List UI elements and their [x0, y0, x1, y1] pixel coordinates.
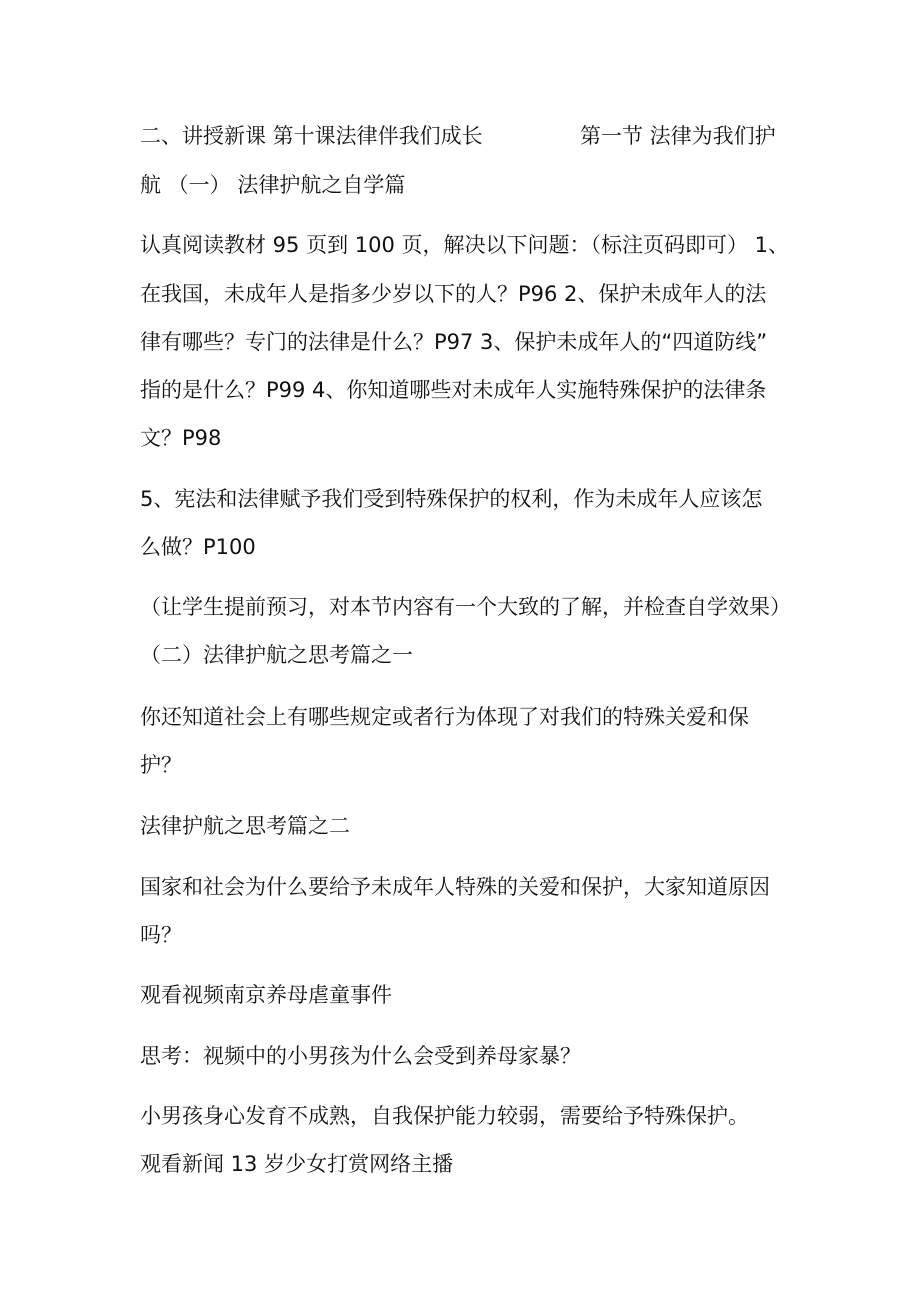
self-study-heading: 航 （一） 法律护航之自学篇: [140, 173, 406, 197]
paragraph-line: 护？: [140, 753, 182, 777]
paragraph-line: 吗？: [140, 923, 182, 947]
thinking-heading-1: （二）法律护航之思考篇之一: [140, 643, 413, 667]
paragraph-line: 思考：视频中的小男孩为什么会受到养母家暴？: [140, 1044, 581, 1068]
paragraph-line: 观看新闻 13 岁少女打赏网络主播: [140, 1152, 454, 1176]
paragraph-line: 指的是什么？P99 4、你知道哪些对未成年人实施特殊保护的法律条: [140, 378, 767, 402]
paragraph-line: 你还知道社会上有哪些规定或者行为体现了对我们的特殊关爱和保: [140, 705, 749, 729]
paragraph-line: 观看视频南京养母虐童事件: [140, 983, 392, 1007]
paragraph-line: 在我国，未成年人是指多少岁以下的人？P96 2、保护未成年人的法: [140, 282, 767, 306]
note-line: （让学生提前预习，对本节内容有一个大致的了解，并检查自学效果）: [140, 595, 791, 619]
paragraph-line: 小男孩身心发育不成熟，自我保护能力较弱，需要给予特殊保护。: [140, 1104, 749, 1128]
paragraph-line: 文？P98: [140, 426, 222, 450]
section-heading: 二、讲授新课 第十课法律伴我们成长: [140, 124, 483, 148]
thinking-heading-2: 法律护航之思考篇之二: [140, 814, 350, 838]
paragraph-line: 国家和社会为什么要给予未成年人特殊的关爱和保护，大家知道原因: [140, 875, 770, 899]
paragraph-line: 律有哪些？专门的法律是什么？P97 3、保护未成年人的“四道防线”: [140, 330, 768, 354]
subsection-heading: 第一节 法律为我们护: [580, 124, 776, 148]
paragraph-line: 5、宪法和法律赋予我们受到特殊保护的权利，作为未成年人应该怎: [140, 487, 763, 511]
paragraph-line: 么做？P100: [140, 535, 256, 559]
paragraph-line: 认真阅读教材 95 页到 100 页，解决以下问题：（标注页码即可） 1、: [140, 233, 790, 257]
